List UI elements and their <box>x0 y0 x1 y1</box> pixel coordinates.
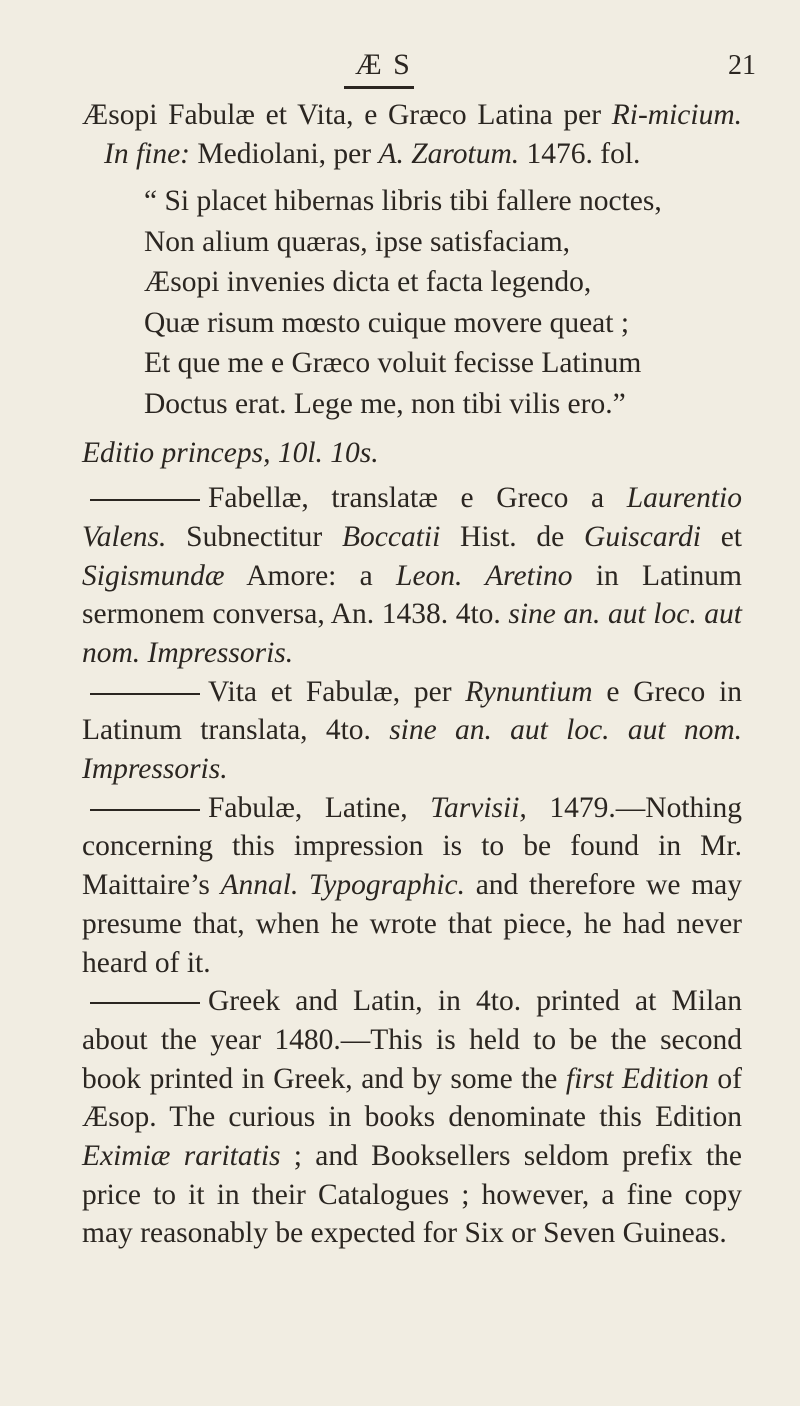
entry-text: et <box>700 520 742 553</box>
entry-italic: first Edition <box>565 1062 709 1095</box>
entry-italic: Guiscardi <box>584 520 701 553</box>
verse-line: Æsopi invenies dicta et facta legendo, <box>144 266 592 299</box>
entry-editio-princeps <box>82 434 742 473</box>
entry-fabulae-latine <box>82 789 742 983</box>
ditto-dash <box>90 693 200 695</box>
verse-line: Doctus erat. Lege me, non tibi vilis ero.” <box>144 387 626 420</box>
entry-italic: Leon. Aretino <box>396 559 573 592</box>
ditto-dash <box>90 499 200 501</box>
entry-text: ; and Booksellers seldom prefix the price to it in their Catalogues ; however, a fine copy may reasonably be expected for Six or Seven Guineas. <box>82 1140 742 1250</box>
entry-italic: sine an. aut loc. aut nom. Impressoris. <box>82 714 742 786</box>
verse-quotation <box>82 181 742 424</box>
entry-italic: Tarvisii, <box>430 791 527 824</box>
ditto-dash <box>90 1002 200 1004</box>
entry-italic: Editio princeps, 10l. 10s. <box>82 437 379 470</box>
running-head: Æ S <box>355 48 412 81</box>
page-number: 21 <box>728 50 756 81</box>
verse-line: Quæ risum mœsto cuique movere queat ; <box>144 306 630 339</box>
entry-text: of Æsop. The curious in books denominate this Edition <box>82 1062 742 1134</box>
entry-italic: Boccatii <box>341 520 441 553</box>
entry-text: Vita et Fabulæ, per <box>208 675 466 708</box>
verse-line: Non alium quæras, ipse satisfaciam, <box>144 225 571 258</box>
entry-italic: sine an. aut loc. aut nom. Impressoris. <box>82 598 743 669</box>
entry-text: Fabulæ, Latine, <box>208 791 431 824</box>
entry-text: and therefore we may presume that, when he wrote that piece, he had never heard of it. <box>82 869 743 979</box>
entry-italic: Rynuntium <box>465 675 593 708</box>
entry-text: Mediolani, per <box>190 137 379 170</box>
entry-italic: Annal. Typographic. <box>220 869 465 902</box>
entry-italic: Eximiæ raritatis <box>82 1140 281 1173</box>
entry-fabellae <box>82 479 742 673</box>
entry-text: Hist. de <box>440 520 585 553</box>
page-header <box>0 48 800 88</box>
entry-text: e Greco in Latinum translata, 4to. <box>82 675 742 747</box>
verse-line: Et que me e Græco voluit fecisse Latinum <box>144 347 642 380</box>
body-text <box>82 96 742 1253</box>
entry-text: Greek and Latin, in 4to. printed at Milan about the year 1480.—This is held to be the second book printed in Greek, and by some the <box>82 985 742 1095</box>
entry-text: Æsopi Fabulæ et Vita, e Græco Latina per <box>82 99 612 131</box>
entry-text: 1479.—Nothing concerning this impression is to be found in Mr. Maittaire’s <box>82 791 742 902</box>
entry-text: in Latinum sermonem conversa, An. 1438. 4to. <box>82 559 742 631</box>
ditto-dash <box>90 809 200 811</box>
entry-italic: Laurentio Valens. <box>82 482 742 553</box>
entry-vita-et-fabulae <box>82 673 742 789</box>
entry-text: Amore: a <box>224 559 397 592</box>
verse-line: “ Si placet hibernas libris tibi fallere noctes, <box>144 185 662 218</box>
entry-aesopi-fabulae <box>82 96 742 173</box>
entry-text: Subnectitur <box>166 520 342 553</box>
header-rule <box>344 86 414 89</box>
entry-italic: A. Zarotum. <box>378 137 520 170</box>
entry-greek-and-latin <box>82 982 742 1253</box>
entry-italic: Sigismundæ <box>82 559 225 592</box>
entry-text: Fabellæ, translatæ e Greco a <box>208 482 627 515</box>
entry-text: 1476. fol. <box>519 137 641 170</box>
entry-italic: Ri-micium. In fine: <box>104 99 742 170</box>
